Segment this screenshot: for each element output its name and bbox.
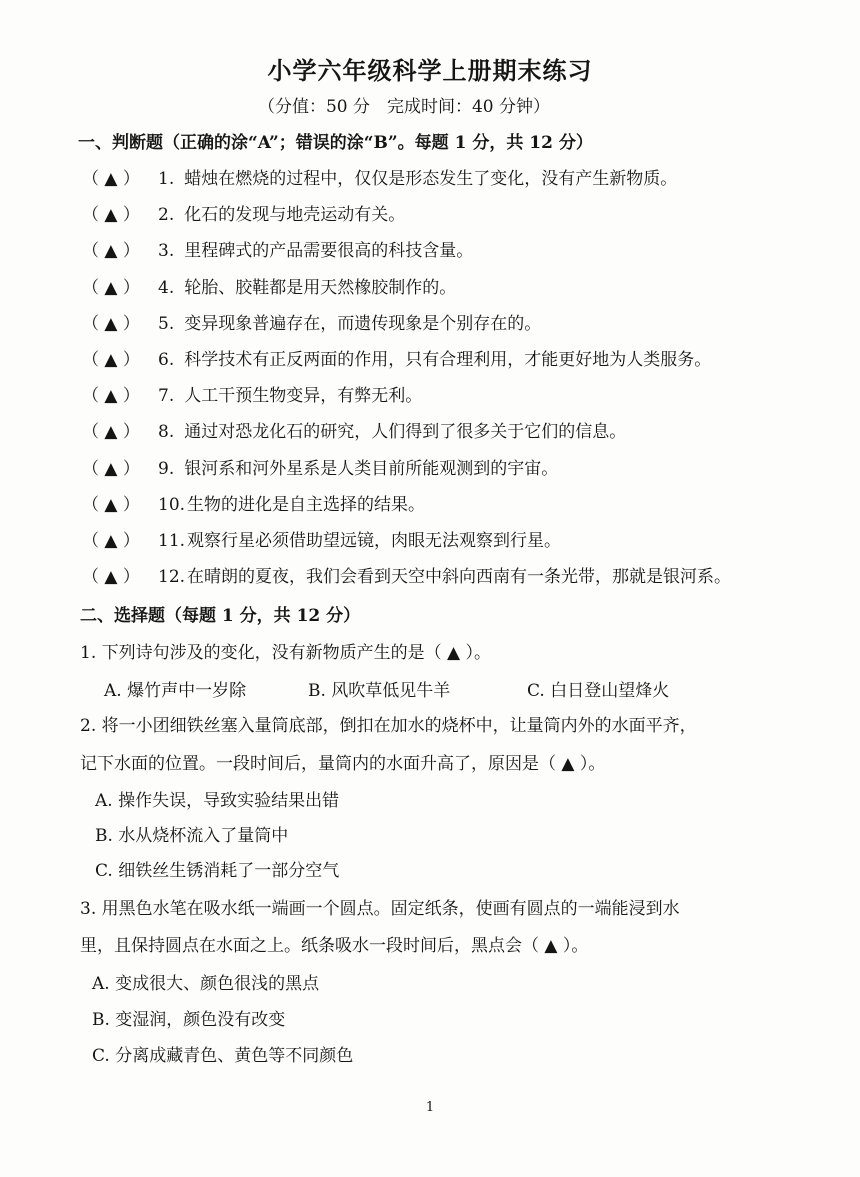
answer-mark: （ ▲ ） xyxy=(82,205,140,225)
item-number: 5. xyxy=(158,314,175,334)
item-number: 6. xyxy=(158,350,175,370)
item-text: 在晴朗的夏夜，我们会看到天空中斜向西南有一条光带，那就是银河系。 xyxy=(187,567,732,587)
q2-option-a: A. 操作失误，导致实验结果出错 xyxy=(95,791,340,811)
q3-stem-line1: 3. 用黑色水笔在吸水纸一端画一个圆点。固定纸条，使画有圆点的一端能浸到水 xyxy=(80,899,680,919)
page-number: 1 xyxy=(425,1100,435,1115)
item-text: 化石的发现与地壳运动有关。 xyxy=(184,205,406,225)
true-false-item xyxy=(82,168,677,190)
page-subtitle: （分值：50 分 完成时间：40 分钟） xyxy=(257,97,551,117)
item-number: 4. xyxy=(158,278,175,298)
q2-option-c: C. 细铁丝生锈消耗了一部分空气 xyxy=(95,861,340,881)
item-number: 8. xyxy=(158,422,175,442)
q2-option-b: B. 水从烧杯流入了量筒中 xyxy=(95,826,289,846)
item-number: 1. xyxy=(158,169,175,189)
q2-stem-line1: 2. 将一小团细铁丝塞入量筒底部，倒扣在加水的烧杯中，让量筒内外的水面平齐， xyxy=(80,716,697,736)
item-text: 人工干预生物变异，有弊无利。 xyxy=(184,386,423,406)
answer-mark: （ ▲ ） xyxy=(82,386,140,406)
item-number: 3. xyxy=(158,241,175,261)
answer-mark: （ ▲ ） xyxy=(82,278,140,298)
q3-option-a: A. 变成很大、颜色很浅的黑点 xyxy=(92,974,320,994)
true-false-item xyxy=(82,566,731,588)
item-text: 生物的进化是自主选择的结果。 xyxy=(187,495,426,515)
answer-mark: （ ▲ ） xyxy=(82,531,140,551)
section2-heading: 二、选择题（每题 1 分，共 12 分） xyxy=(80,606,361,626)
true-false-item xyxy=(82,277,456,299)
q1-stem: 1. 下列诗句涉及的变化，没有新物质产生的是（ ▲ ）。 xyxy=(80,643,492,663)
true-false-item xyxy=(82,204,405,226)
answer-mark: （ ▲ ） xyxy=(82,495,140,515)
true-false-item xyxy=(82,240,473,262)
q3-option-c: C. 分离成藏青色、黄色等不同颜色 xyxy=(92,1046,354,1066)
item-text: 科学技术有正反两面的作用，只有合理利用，才能更好地为人类服务。 xyxy=(184,350,712,370)
answer-mark: （ ▲ ） xyxy=(82,169,140,189)
item-number: 12. xyxy=(158,567,186,587)
item-text: 通过对恐龙化石的研究，人们得到了很多关于它们的信息。 xyxy=(184,422,627,442)
item-number: 2. xyxy=(158,205,175,225)
true-false-item xyxy=(82,349,711,371)
item-text: 里程碑式的产品需要很高的科技含量。 xyxy=(184,241,474,261)
true-false-item xyxy=(82,385,422,407)
true-false-item xyxy=(82,530,561,552)
q3-stem-line2: 里，且保持圆点在水面之上。纸条吸水一段时间后，黑点会（ ▲ ）。 xyxy=(80,936,589,956)
item-number: 7. xyxy=(158,386,175,406)
answer-mark: （ ▲ ） xyxy=(82,350,140,370)
page-title: 小学六年级科学上册期末练习 xyxy=(267,56,593,85)
item-number: 10. xyxy=(158,495,186,515)
item-text: 银河系和河外星系是人类目前所能观测到的宇宙。 xyxy=(184,459,559,479)
true-false-item xyxy=(82,494,425,516)
q2-stem-line2: 记下水面的位置。一段时间后，量筒内的水面升高了，原因是（ ▲ ）。 xyxy=(80,754,606,774)
q1-option-b: B. 风吹草低见牛羊 xyxy=(308,681,451,701)
item-number: 11. xyxy=(158,531,186,551)
q3-option-b: B. 变湿润，颜色没有改变 xyxy=(92,1010,286,1030)
true-false-item xyxy=(82,458,558,480)
answer-mark: （ ▲ ） xyxy=(82,422,140,442)
item-text: 轮胎、胶鞋都是用天然橡胶制作的。 xyxy=(184,278,457,298)
true-false-item xyxy=(82,421,626,443)
answer-mark: （ ▲ ） xyxy=(82,459,140,479)
q1-options xyxy=(0,680,860,702)
item-text: 观察行星必须借助望远镜，肉眼无法观察到行星。 xyxy=(187,531,562,551)
item-number: 9. xyxy=(158,459,175,479)
section1-heading: 一、判断题（正确的涂“A”；错误的涂“B”。每题 1 分，共 12 分） xyxy=(78,133,593,153)
item-text: 变异现象普遍存在，而遗传现象是个别存在的。 xyxy=(184,314,542,334)
q1-option-a: A. 爆竹声中一岁除 xyxy=(104,681,247,701)
answer-mark: （ ▲ ） xyxy=(82,241,140,261)
q1-option-c: C. 白日登山望烽火 xyxy=(527,681,670,701)
answer-mark: （ ▲ ） xyxy=(82,314,140,334)
answer-mark: （ ▲ ） xyxy=(82,567,140,587)
item-text: 蜡烛在燃烧的过程中，仅仅是形态发生了变化，没有产生新物质。 xyxy=(184,169,678,189)
true-false-item xyxy=(82,313,541,335)
